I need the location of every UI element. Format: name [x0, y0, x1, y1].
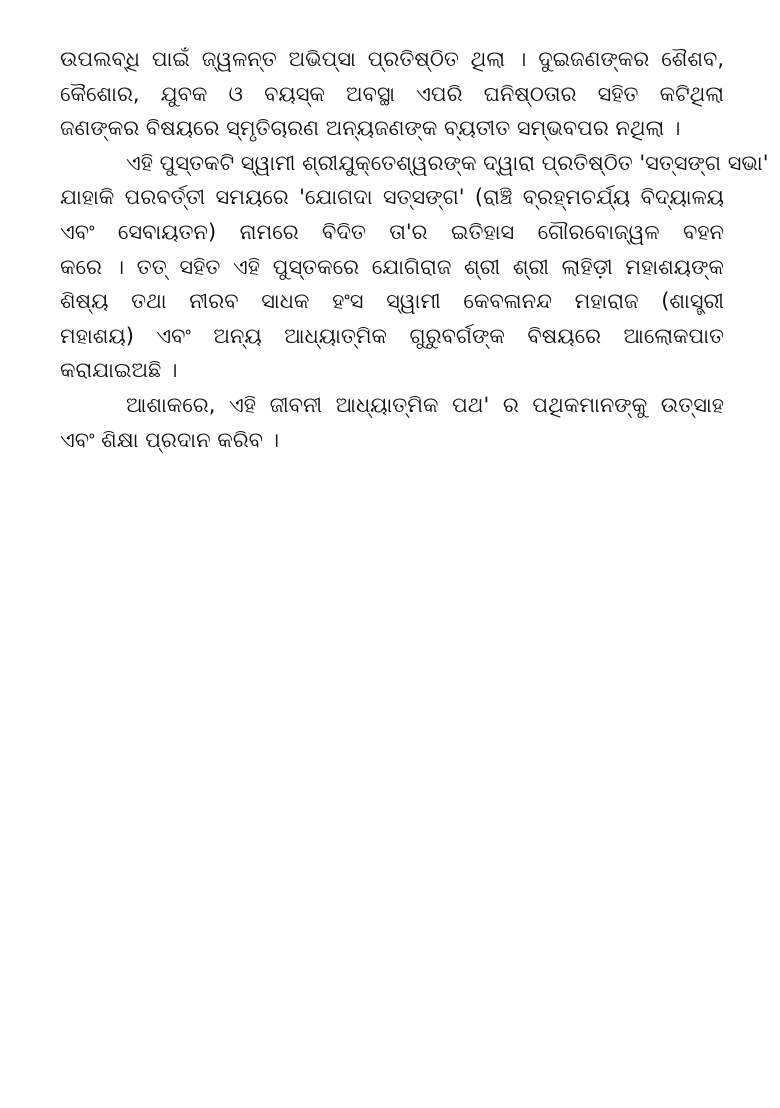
text-line: ଉପଲବ୍ଧି ପାଇଁ ଜ୍ୱଳନ୍ତ ଅଭିପ୍ସା ପ୍ରତିଷ୍ଠିତ ଥିଲା । ଦୁଇଜଣଙ୍କର ଶୈଶବ,: [60, 47, 724, 71]
text-line: କରେ । ତତ୍ ସହିତ ଏହି ପୁସ୍ତକରେ ଯୋଗିରାଜ ଶ୍ରୀ ଶ୍ରୀ ଲାହିଡ଼ୀ ମହାଶୟଙ୍କ: [60, 254, 724, 279]
text-line: ଶିଷ୍ୟ ତଥା ନୀରବ ସାଧକ ହଂସ ସ୍ୱାମୀ କେବଳାନନ୍ଦ ମହାରାଜ (ଶାସ୍ତ୍ରୀ: [60, 289, 724, 314]
text-line: ଆଶାକରେ, ଏହି ଜୀବନୀ ଆଧ୍ୟାତ୍ମିକ ପଥ' ର ପଥିକମାନଙ୍କୁ ଉତ୍ସାହ: [126, 392, 724, 417]
text-line: ଯାହାକି ପରବର୍ତ୍ତୀ ସମୟରେ 'ଯୋଗଦା ସତ୍ସଙ୍ଗ' (ରାଞ୍ଚି ବ୍ରହ୍ମଚର୍ଯ୍ୟ ବିଦ୍ୟାଳୟ: [60, 185, 724, 210]
paragraph-closing: [60, 388, 724, 457]
paragraph-book-description: [60, 146, 769, 388]
text-line: କୈଶୋର, ଯୁବକ ଓ ବୟସ୍କ ଅବସ୍ଥା ଏପରି ଘନିଷ୍ଠତାର ସହିତ କଟିଥିଲା: [60, 81, 724, 106]
text-line: କରାଯାଇଅଛି ।: [60, 358, 178, 383]
text-line: ମହାଶୟ) ଏବଂ ଅନ୍ୟ ଆଧ୍ୟାତ୍ମିକ ଗୁରୁବର୍ଗଙ୍କ ବିଷୟରେ ଆଲୋକପାତ: [60, 323, 724, 348]
text-line: ଏହି ପୁସ୍ତକଟି ସ୍ୱାମୀ ଶ୍ରୀଯୁକ୍ତେଶ୍ୱରଙ୍କ ଦ୍ୱାରା ପ୍ରତିଷ୍ଠିତ 'ସତ୍ସଙ୍ଗ ସଭା': [126, 150, 769, 175]
paragraph-intro: [60, 42, 724, 146]
text-line: ଏବଂ ସେବାୟତନ) ନାମରେ ବିଦିତ ତା'ର ଇତିହାସ ଗୌରବୋଜ୍ୱଳ ବହନ: [60, 219, 724, 244]
text-line: ଜଣଙ୍କର ବିଷୟରେ ସ୍ମୃତିଚାରଣ ଅନ୍ୟଜଣଙ୍କ ବ୍ୟତୀତ ସମ୍ଭବପର ନଥିଲା ।: [60, 116, 681, 141]
text-line: ଏବଂ ଶିକ୍ଷା ପ୍ରଦାନ କରିବ ।: [60, 427, 280, 452]
